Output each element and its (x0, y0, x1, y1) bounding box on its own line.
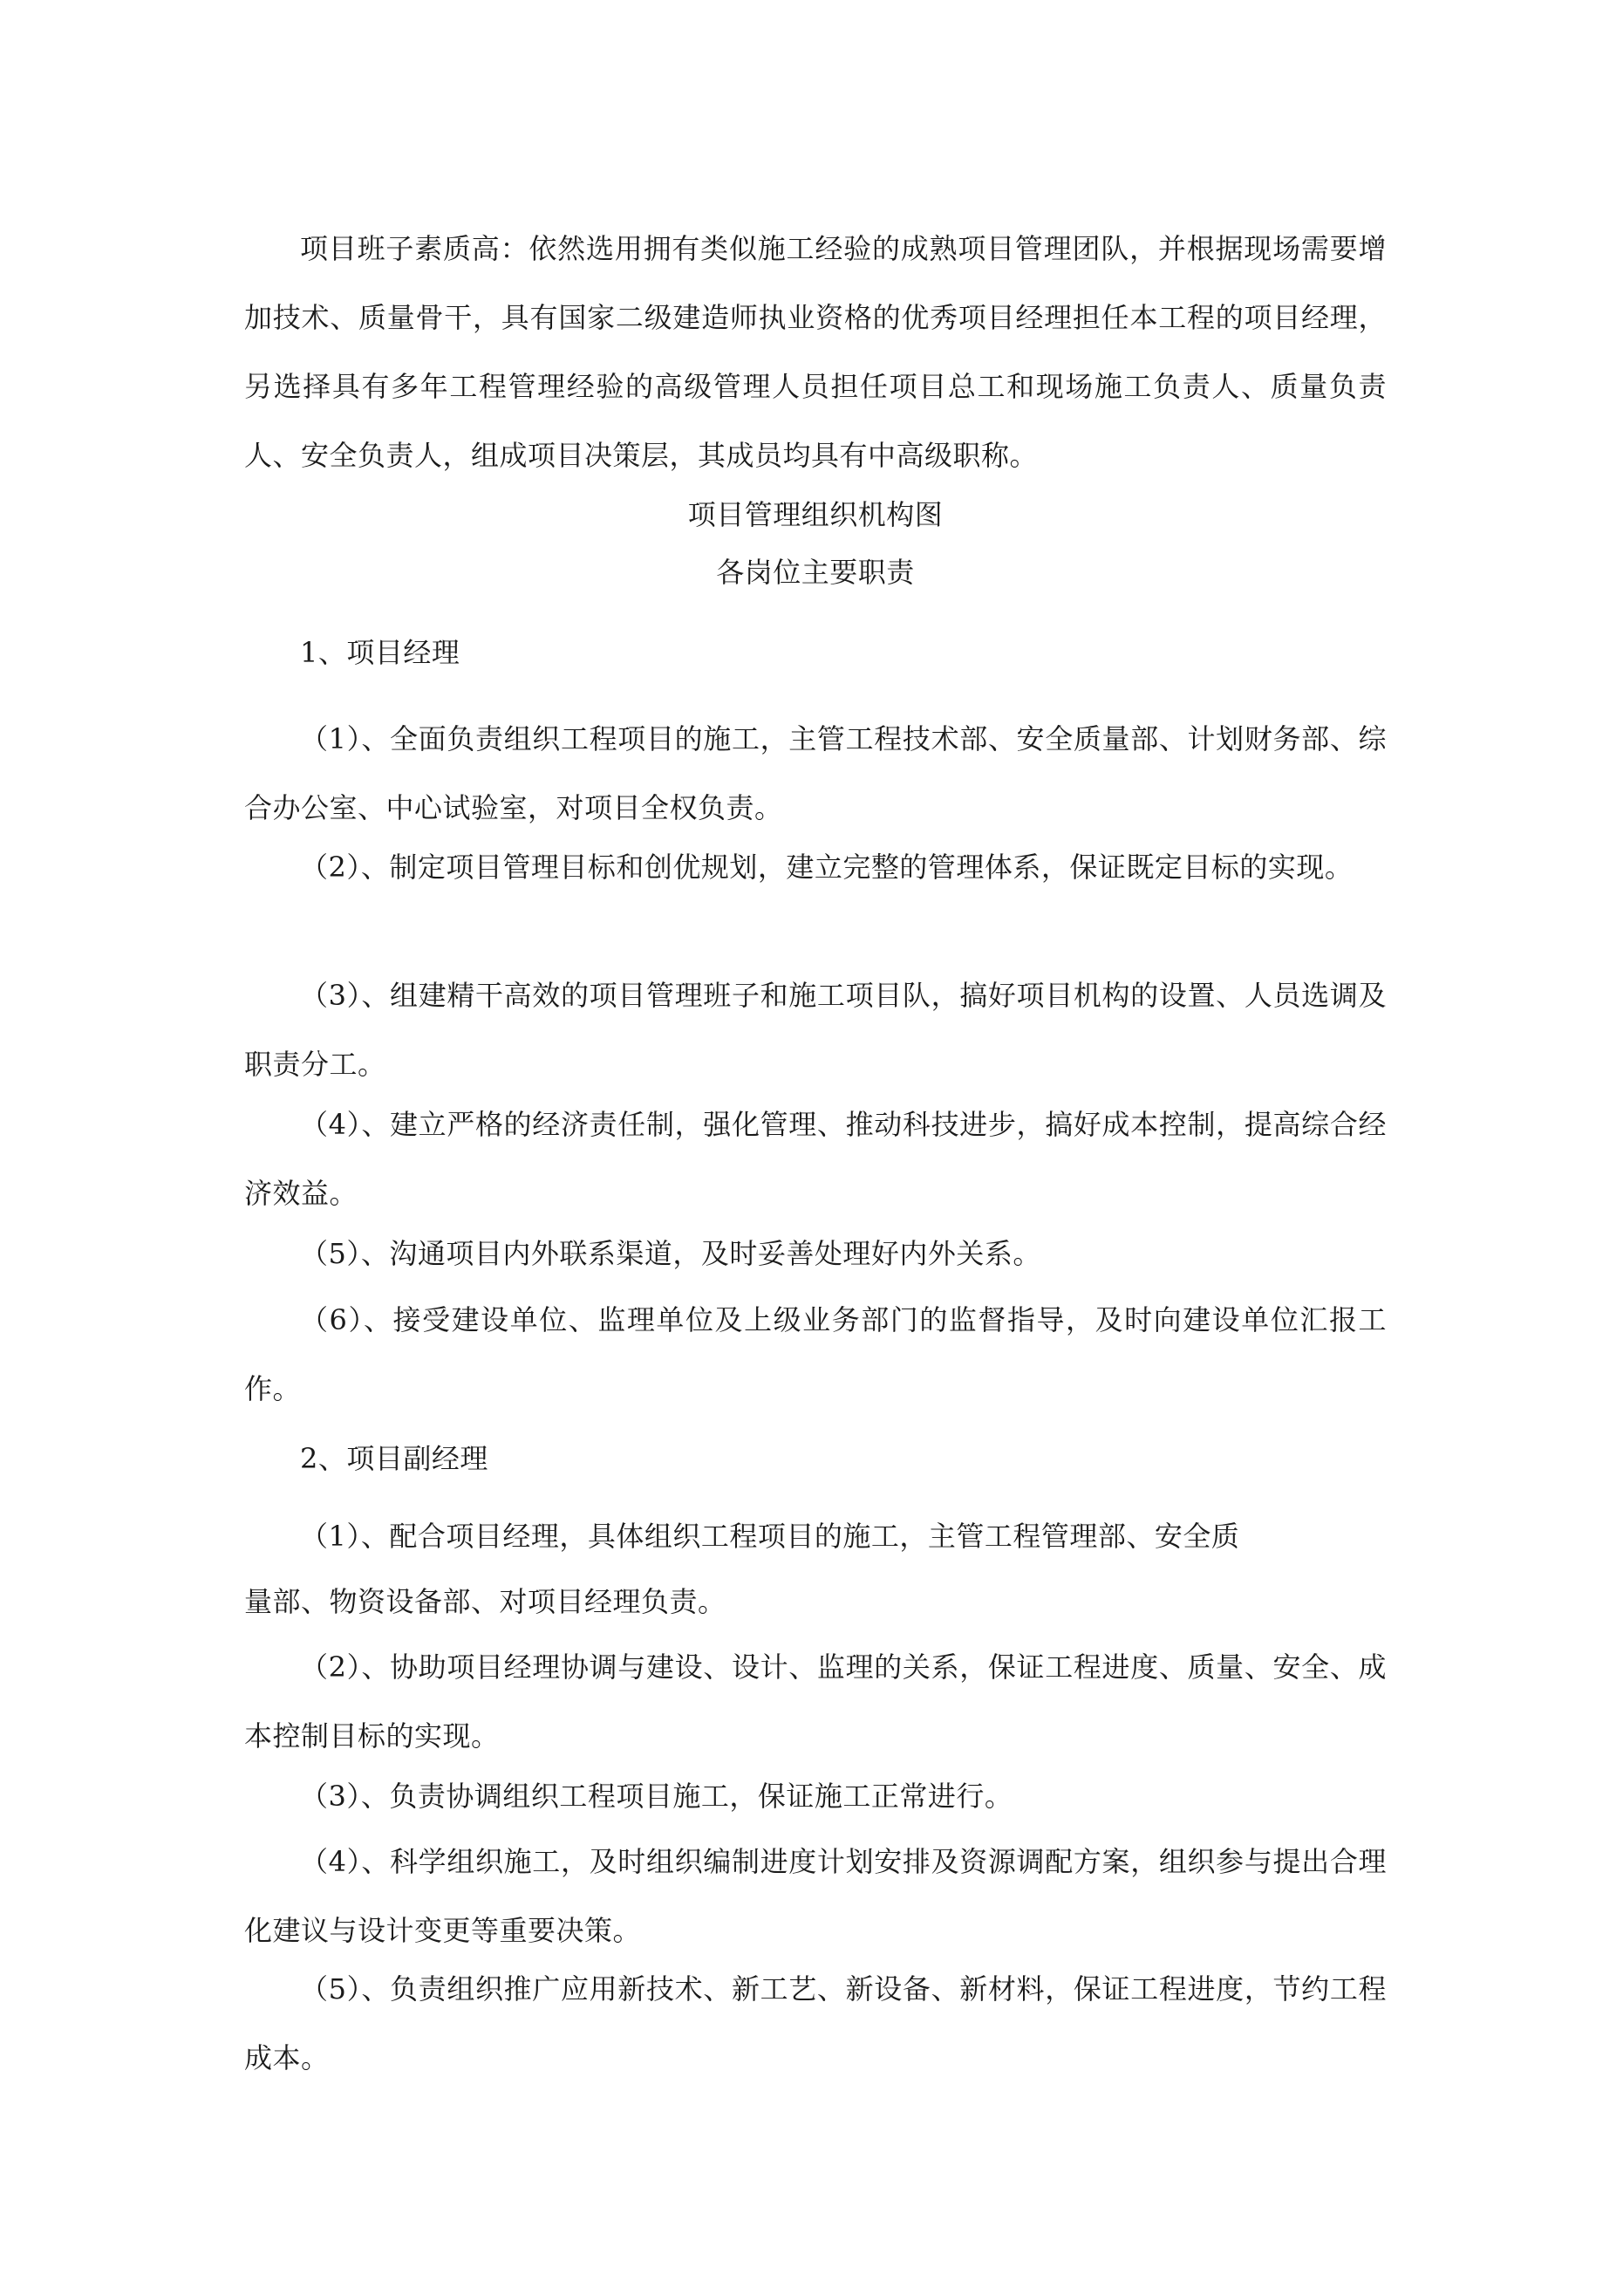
intro-paragraph: 项目班子素质高：依然选用拥有类似施工经验的成熟项目管理团队，并根据现场需要增加技术、质量骨干，具有国家二级建造师执业资格的优秀项目经理担任本工程的项目经理，另选择具有多年工程管理经验的高级管理人员担任项目总工和现场施工负责人、质量负责人、安全负责人，组成项目决策层，其成员均具有中高级职称。 (244, 232, 1387, 472)
deputy-duty-1-line-2: 量部、物资设备部、对项目经理负责。 (244, 1585, 726, 1618)
manager-duty-3: （3）、组建精干高效的项目管理班子和施工项目队，搞好项目机构的设置、人员选调及职责分工。 (244, 979, 1387, 1081)
manager-duty-4: （4）、建立严格的经济责任制，强化管理、推动科技进步，搞好成本控制，提高综合经济效益。 (244, 1108, 1387, 1210)
deputy-duty-1-line-1: （1）、配合项目经理，具体组织工程项目的施工，主管工程管理部、安全质 (300, 1520, 1240, 1553)
manager-heading: 1、项目经理 (300, 636, 460, 669)
deputy-duty-2: （2）、协助项目经理协调与建设、设计、监理的关系，保证工程进度、质量、安全、成本控制目标的实现。 (244, 1650, 1387, 1753)
deputy-duty-4: （4）、科学组织施工，及时组织编制进度计划安排及资源调配方案，组织参与提出合理化建议与设计变更等重要决策。 (244, 1845, 1387, 1947)
section-title: 各岗位主要职责 (716, 556, 915, 589)
manager-duty-6: （6）、接受建设单位、监理单位及上级业务部门的监督指导，及时向建设单位汇报工作。 (244, 1303, 1387, 1405)
manager-duty-2: （2）、制定项目管理目标和创优规划，建立完整的管理体系，保证既定目标的实现。 (300, 851, 1354, 884)
manager-duty-5: （5）、沟通项目内外联系渠道，及时妥善处理好内外关系。 (300, 1237, 1041, 1270)
deputy-duty-3: （3）、负责协调组织工程项目施工，保证施工正常进行。 (300, 1780, 1013, 1813)
figure-caption: 项目管理组织机构图 (687, 498, 944, 531)
deputy-duty-5: （5）、负责组织推广应用新技术、新工艺、新设备、新材料，保证工程进度，节约工程成本。 (244, 1972, 1387, 2074)
deputy-heading: 2、项目副经理 (300, 1442, 488, 1475)
manager-duty-1: （1）、全面负责组织工程项目的施工，主管工程技术部、安全质量部、计划财务部、综合办公室、中心试验室，对项目全权负责。 (244, 722, 1387, 824)
